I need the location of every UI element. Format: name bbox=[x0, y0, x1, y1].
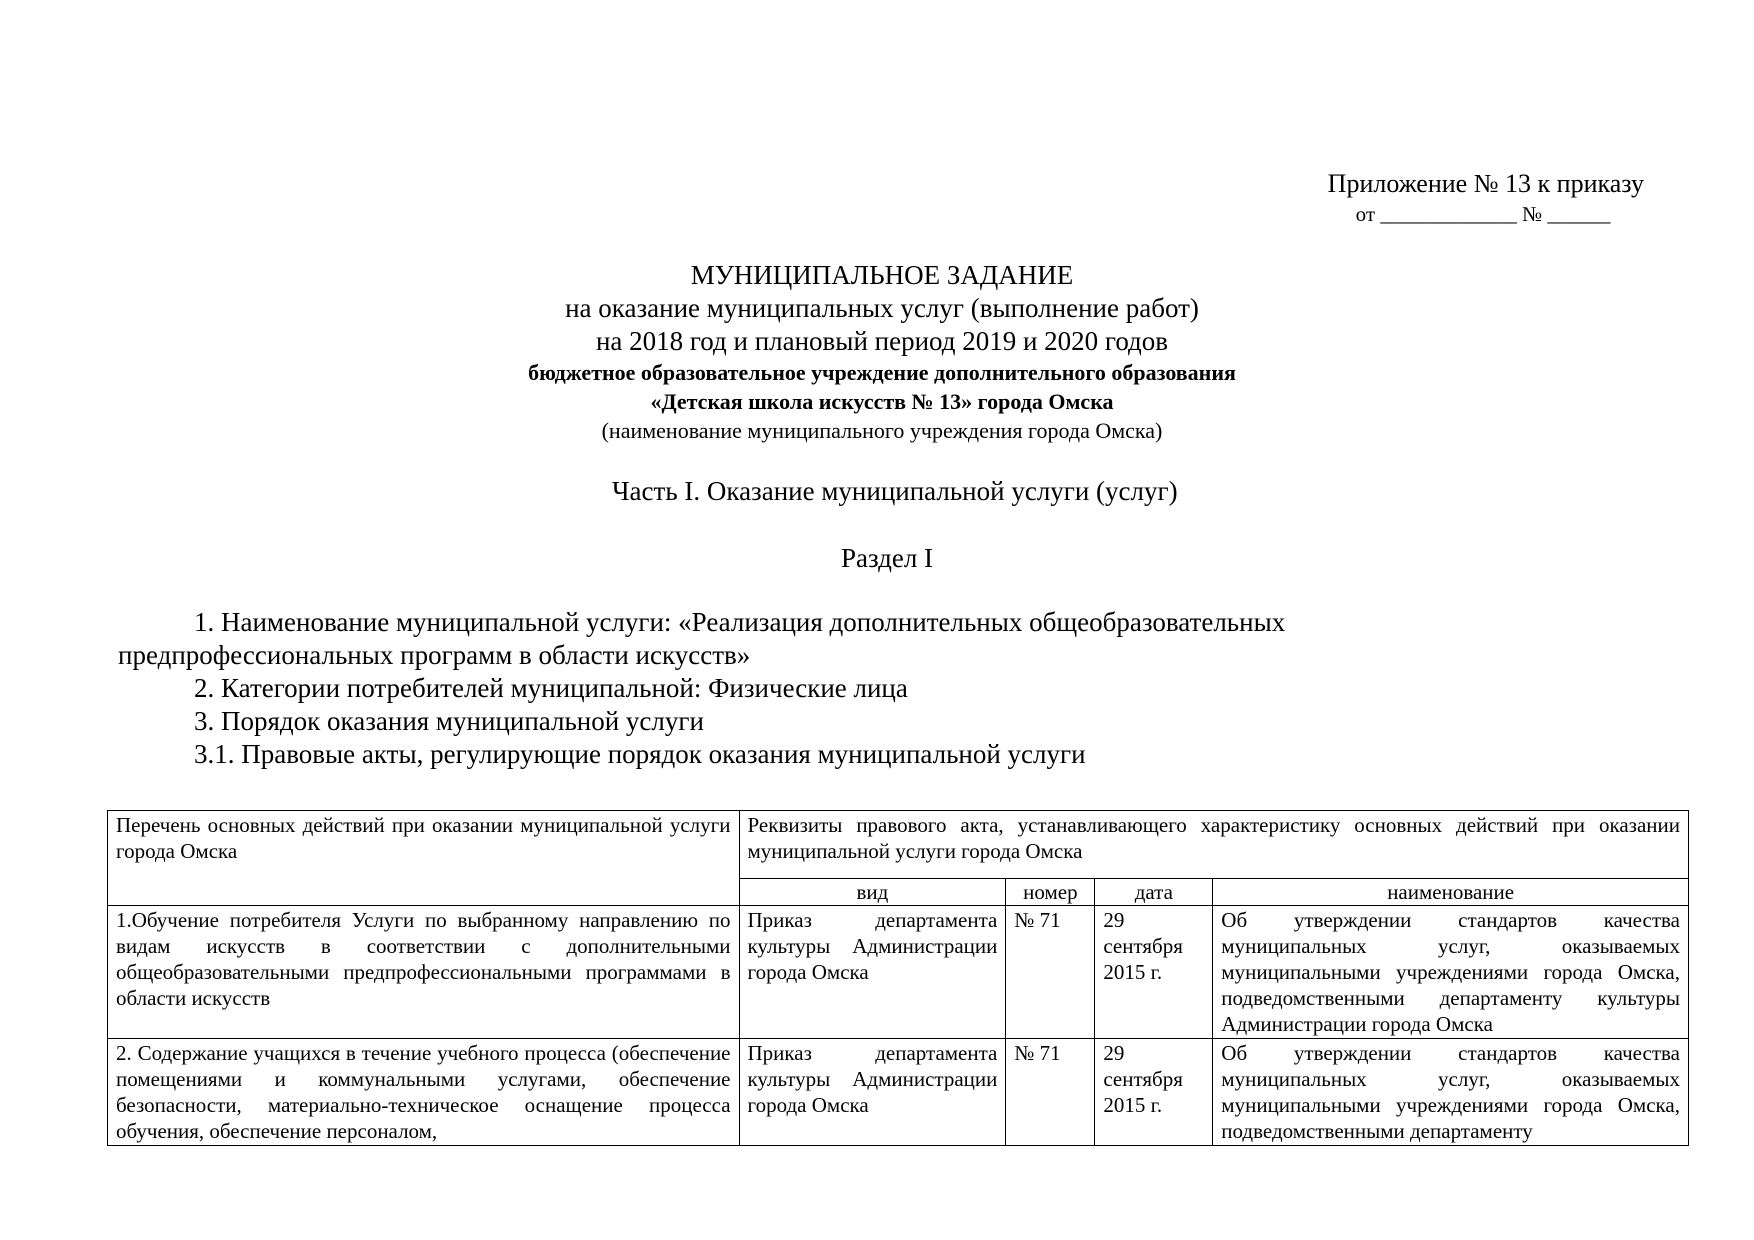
document-title: МУНИЦИПАЛЬНОЕ ЗАДАНИЕ bbox=[690, 260, 1074, 290]
cell-name: Об утверждении стандартов качества муниципальных услуг, оказываемых муниципальными учреждениями города Омска, подведомственными департаменту bbox=[1213, 1039, 1689, 1146]
cell-name: Об утверждении стандартов качества муниципальных услуг, оказываемых муниципальными учреждениями города Омска, подведомственными департаменту культуры Администрации города Омска bbox=[1213, 906, 1689, 1039]
cell-number: № 71 bbox=[1006, 1039, 1095, 1146]
part-heading: Часть I. Оказание муниципальной услуги (услуг) bbox=[612, 476, 1178, 506]
header-date: дата bbox=[1095, 879, 1213, 906]
header-legal-act: Реквизиты правового акта, устанавливающего характеристику основных действий при оказании муниципальной услуги города Омска bbox=[739, 811, 1688, 879]
appendix-line: Приложение № 13 к приказу bbox=[1327, 169, 1644, 198]
cell-date: 29 сентября 2015 г. bbox=[1095, 906, 1213, 1039]
cell-action: 1.Обучение потребителя Услуги по выбранному направлению по видам искусств в соответствии с дополнительными общеобразовательными предпрофессиональными программами в области искусств bbox=[108, 906, 740, 1039]
header-type: вид bbox=[739, 879, 1006, 906]
order-reference-line: от _____________ № ______ bbox=[1355, 202, 1611, 226]
cell-type: Приказ департамента культуры Администрации города Омска bbox=[739, 906, 1006, 1039]
table-row bbox=[108, 906, 1689, 1039]
document-period: на 2018 год и плановый период 2019 и 2020 годов bbox=[595, 326, 1169, 356]
organization-name-line2: «Детская школа искусств № 13» города Омска bbox=[650, 389, 1114, 414]
header-number: номер bbox=[1006, 879, 1095, 906]
items-list bbox=[118, 606, 1638, 771]
item-3: 3. Порядок оказания муниципальной услуги bbox=[194, 706, 704, 736]
organization-name-note: (наименование муниципального учреждения города Омска) bbox=[601, 418, 1163, 443]
cell-date: 29 сентября 2015 г. bbox=[1095, 1039, 1213, 1146]
table-header-row bbox=[108, 811, 1689, 879]
cell-action: 2. Содержание учащихся в течение учебного процесса (обеспечение помещениями и коммунальными услугами, обеспечение безопасности, материально-техническое оснащение процесса обучения, обеспечение персоналом, bbox=[108, 1039, 740, 1146]
appendix-header bbox=[1328, 168, 1644, 228]
header-actions: Перечень основных действий при оказании муниципальной услуги города Омска bbox=[108, 811, 740, 906]
document-title-block bbox=[0, 258, 1754, 445]
item-3-1: 3.1. Правовые акты, регулирующие порядок оказания муниципальной услуги bbox=[194, 739, 1086, 769]
document-subtitle: на оказание муниципальных услуг (выполнение работ) bbox=[565, 293, 1199, 323]
section-heading: Раздел I bbox=[840, 543, 934, 573]
cell-number: № 71 bbox=[1006, 906, 1095, 1039]
item-2: 2. Категории потребителей муниципальной: Физические лица bbox=[194, 673, 908, 703]
table-row bbox=[108, 1039, 1689, 1146]
item-1-continuation: предпрофессиональных программ в области искусств» bbox=[118, 640, 751, 670]
organization-name-line1: бюджетное образовательное учреждение дополнительного образования bbox=[528, 360, 1236, 385]
header-name: наименование bbox=[1213, 879, 1689, 906]
cell-type: Приказ департамента культуры Администрации города Омска bbox=[739, 1039, 1006, 1146]
item-1: 1. Наименование муниципальной услуги: «Реализация дополнительных общеобразовательных bbox=[194, 607, 1286, 637]
legal-acts-table bbox=[107, 810, 1689, 1146]
